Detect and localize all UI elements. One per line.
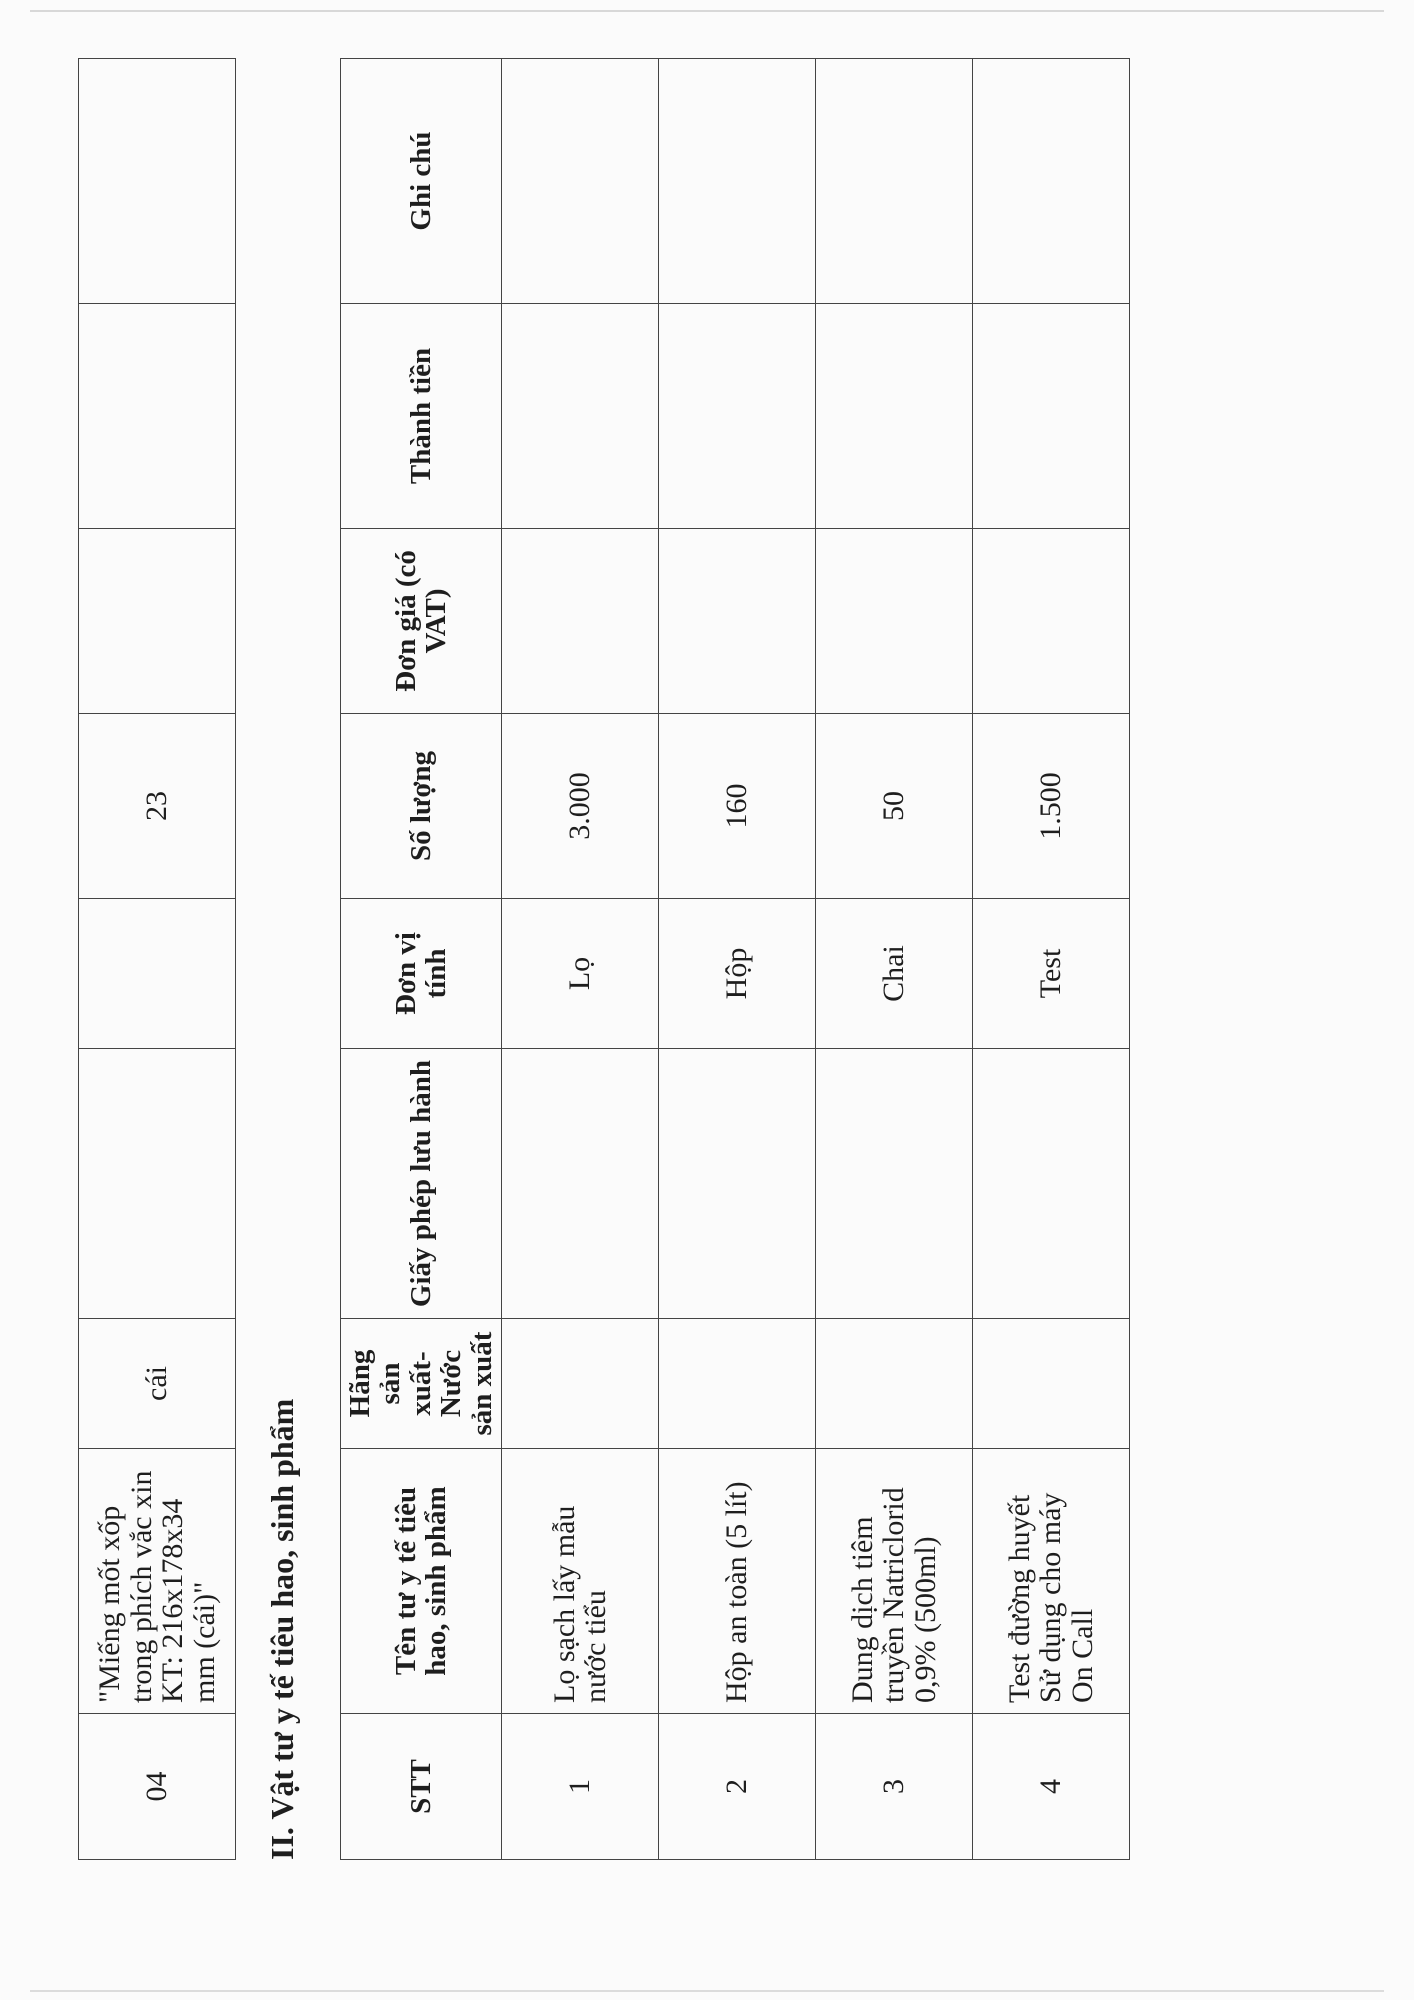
empty-cell	[79, 899, 236, 1049]
empty-cell	[502, 529, 659, 714]
header-total: Thành tiền	[341, 304, 502, 529]
header-license: Giấy phép lưu hành	[341, 1049, 502, 1319]
empty-cell	[816, 59, 973, 304]
unit-cell: Test	[973, 899, 1130, 1049]
empty-cell	[816, 304, 973, 529]
empty-cell	[502, 1049, 659, 1319]
empty-cell	[659, 59, 816, 304]
empty-cell	[502, 1319, 659, 1449]
table-row	[659, 59, 816, 1860]
previous-table-continuation	[78, 58, 236, 1860]
empty-cell	[79, 1049, 236, 1319]
table-row	[816, 59, 973, 1860]
empty-cell	[79, 529, 236, 714]
unit-cell: Lọ	[502, 899, 659, 1049]
quantity-cell: 160	[659, 714, 816, 899]
empty-cell	[816, 529, 973, 714]
empty-cell	[502, 304, 659, 529]
item-name-cell: "Miếng mốt xốp trong phích vắc xin KT: 216x178x34 mm (cái)"	[79, 1449, 236, 1714]
section-title: II. Vật tư y tế tiêu hao, sinh phẩm	[264, 1398, 300, 1860]
empty-cell	[973, 529, 1130, 714]
empty-cell	[816, 1049, 973, 1319]
stt-cell: 04	[79, 1714, 236, 1860]
stt-cell: 2	[659, 1714, 816, 1860]
quantity-cell: 1.500	[973, 714, 1130, 899]
header-row	[341, 59, 502, 1860]
header-note: Ghi chú	[341, 59, 502, 304]
stt-cell: 4	[973, 1714, 1130, 1860]
empty-cell	[502, 59, 659, 304]
empty-cell	[973, 1319, 1130, 1449]
unit-cell: Hộp	[659, 899, 816, 1049]
empty-cell	[79, 59, 236, 304]
empty-cell	[973, 59, 1130, 304]
header-manufacturer: Hãng sản xuất- Nước sản xuất	[341, 1319, 502, 1449]
unit-cell: cái	[79, 1319, 236, 1449]
item-name-cell: Lọ sạch lấy mẫu nước tiểu	[502, 1449, 659, 1714]
item-name-cell: Dung dịch tiêm truyền Natriclorid 0,9% (500ml)	[816, 1449, 973, 1714]
stt-cell: 1	[502, 1714, 659, 1860]
empty-cell	[659, 529, 816, 714]
header-name: Tên tư y tế tiêu hao, sinh phẩm	[341, 1449, 502, 1714]
empty-cell	[79, 304, 236, 529]
table-row	[502, 59, 659, 1860]
supplies-table	[340, 58, 1130, 1860]
empty-cell	[973, 1049, 1130, 1319]
unit-cell: Chai	[816, 899, 973, 1049]
empty-cell	[659, 304, 816, 529]
header-quantity: Số lượng	[341, 714, 502, 899]
empty-cell	[973, 304, 1130, 529]
quantity-cell: 50	[816, 714, 973, 899]
header-stt: STT	[341, 1714, 502, 1860]
header-unit: Đơn vị tính	[341, 899, 502, 1049]
item-name-cell: Hộp an toàn (5 lít)	[659, 1449, 816, 1714]
quantity-cell: 23	[79, 714, 236, 899]
table-row	[973, 59, 1130, 1860]
stt-cell: 3	[816, 1714, 973, 1860]
table-row	[79, 59, 236, 1860]
empty-cell	[659, 1049, 816, 1319]
quantity-cell: 3.000	[502, 714, 659, 899]
item-name-cell: Test đường huyết Sử dụng cho máy On Call	[973, 1449, 1130, 1714]
empty-cell	[659, 1319, 816, 1449]
header-price: Đơn giá (có VAT)	[341, 529, 502, 714]
empty-cell	[816, 1319, 973, 1449]
